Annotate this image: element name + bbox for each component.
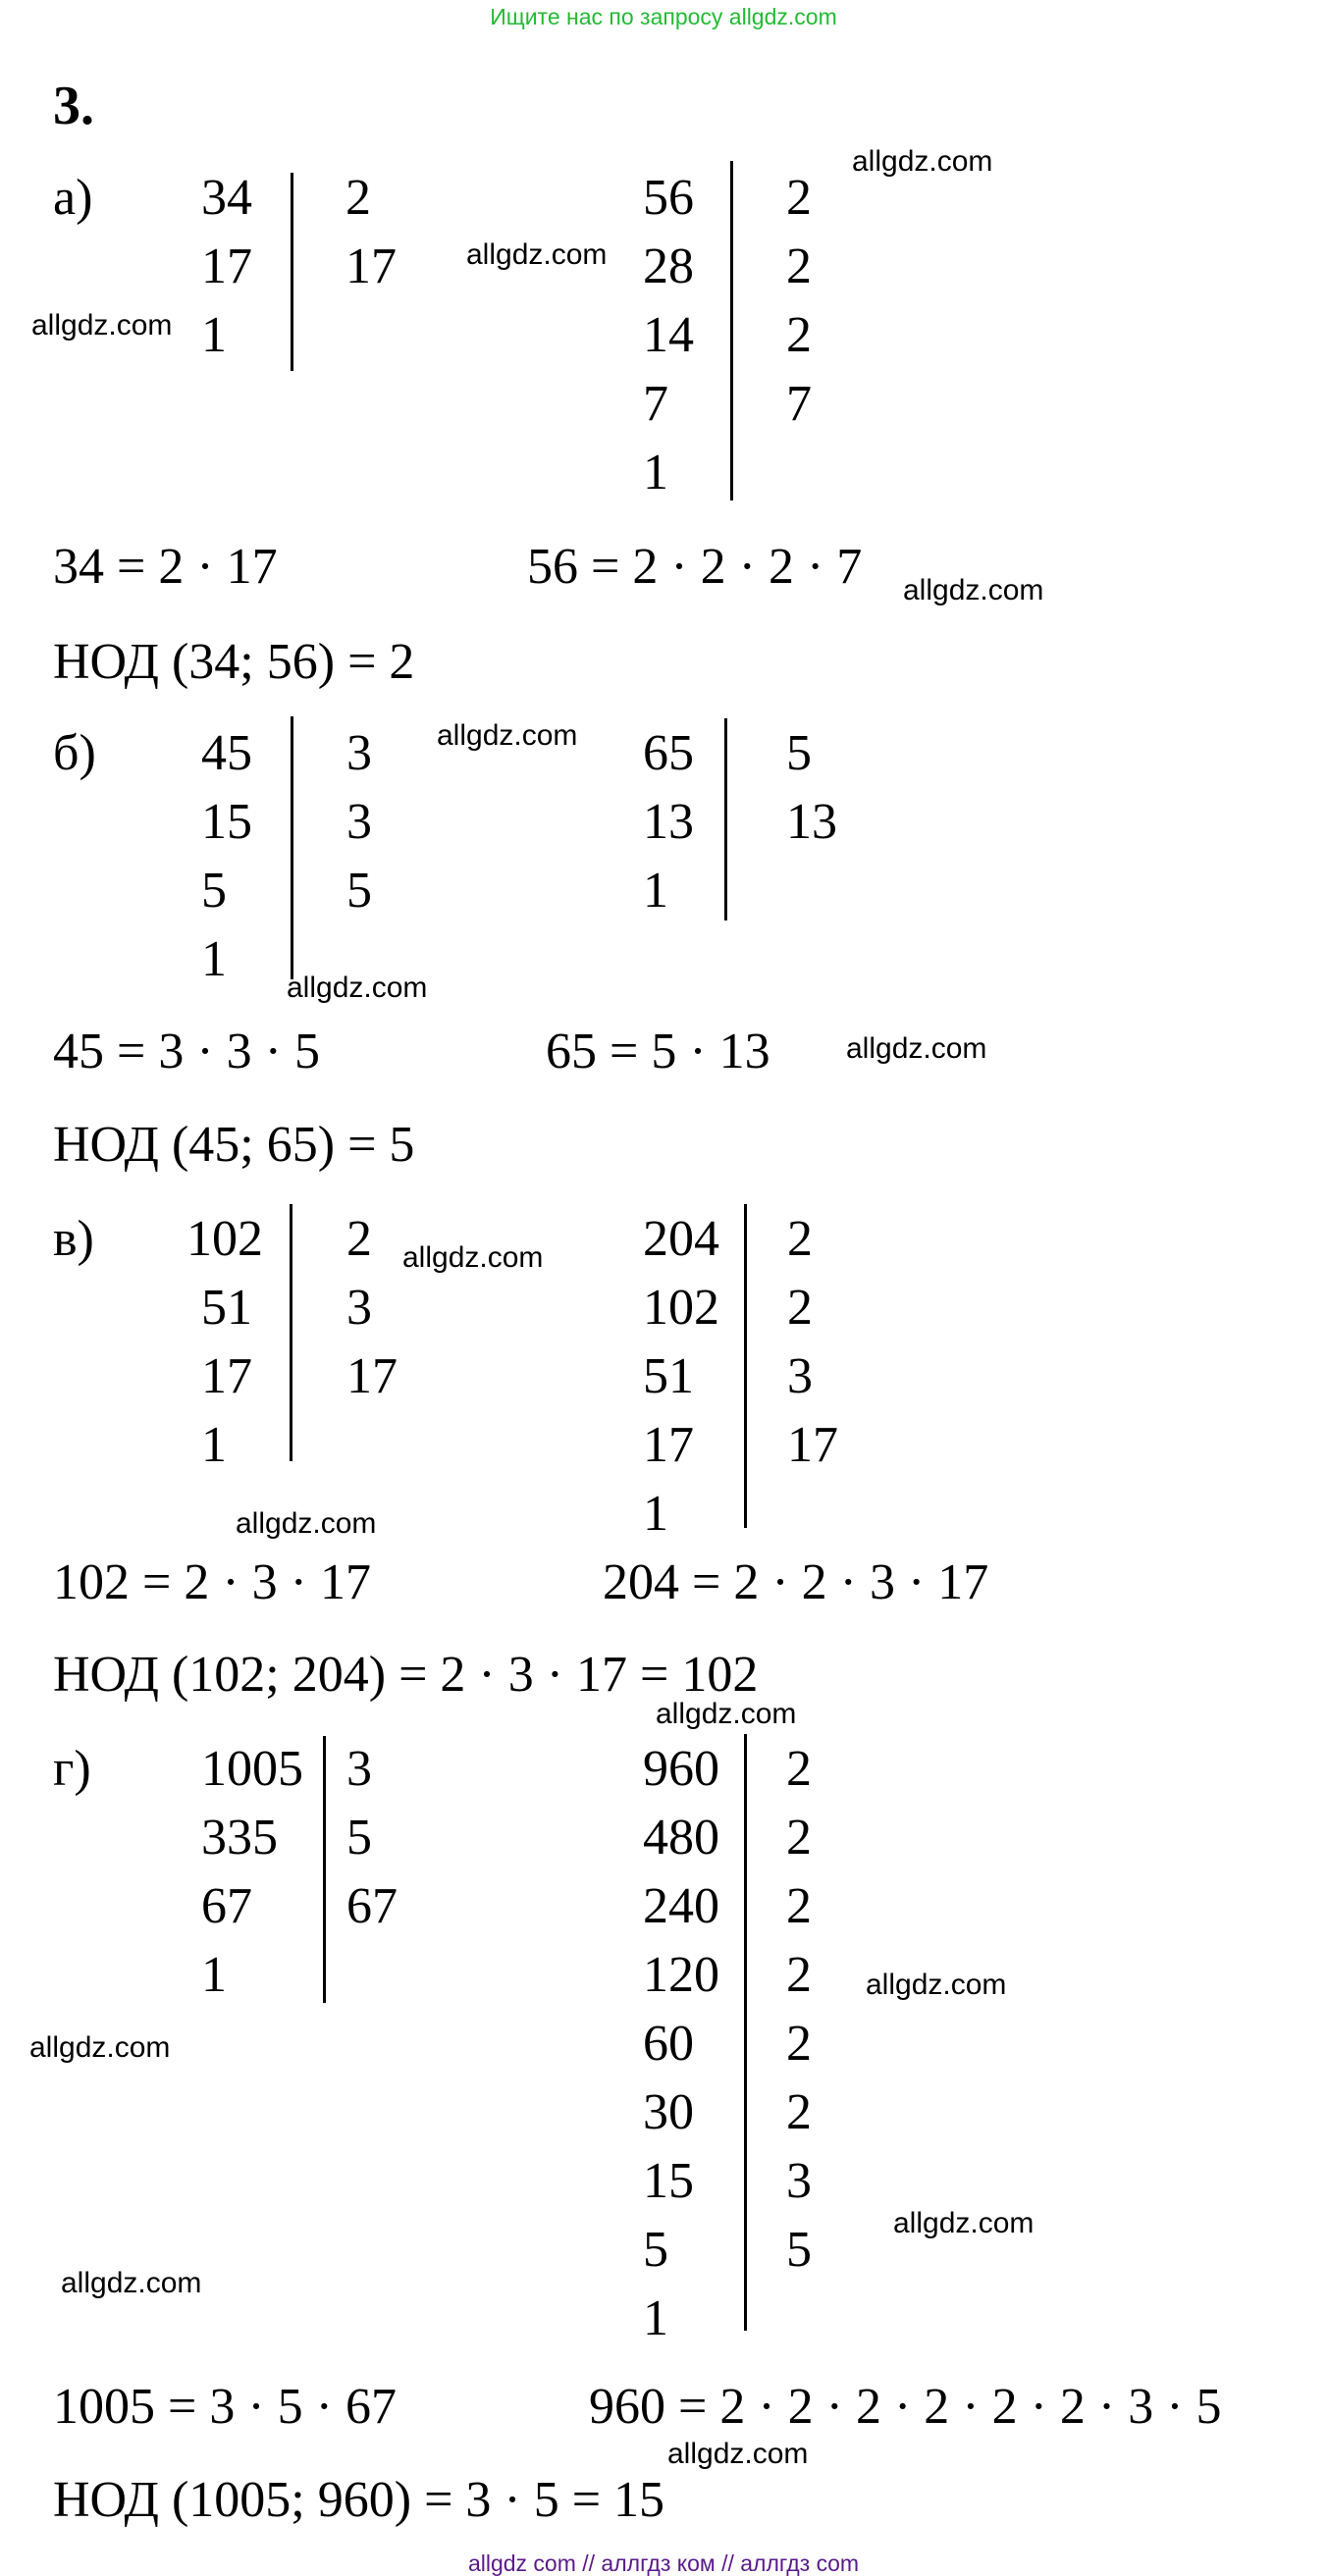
factorization-34: 34 = 2 · 17: [53, 539, 278, 595]
divider-line: [290, 1204, 292, 1461]
watermark: allgdz.com: [656, 1698, 797, 1730]
dividend-cell: 1: [643, 2290, 668, 2346]
watermark: allgdz.com: [893, 2207, 1035, 2239]
dividend-cell: 7: [643, 376, 668, 432]
dividend-cell: 17: [643, 1417, 694, 1473]
factor-cell: 2: [787, 1211, 813, 1267]
dividend-cell: 13: [643, 794, 694, 850]
dividend-cell: 5: [643, 2222, 668, 2278]
factor-cell: 2: [786, 2084, 812, 2140]
dividend-cell: 65: [643, 725, 694, 781]
dividend-cell: 120: [643, 1947, 719, 2003]
dividend-cell: 204: [643, 1211, 719, 1267]
part-label-b: б): [53, 725, 96, 781]
dividend-cell: 15: [201, 794, 252, 850]
watermark: allgdz.com: [866, 1969, 1007, 2001]
dividend-cell: 17: [201, 238, 252, 294]
factor-cell: 2: [787, 1280, 813, 1336]
dividend-cell: 1: [643, 1486, 668, 1542]
factor-cell: 2: [786, 170, 812, 226]
watermark: allgdz.com: [287, 972, 428, 1004]
dividend-cell: 240: [643, 1878, 719, 1934]
factorization-960: 960 = 2 · 2 · 2 · 2 · 2 · 2 · 3 · 5: [589, 2379, 1222, 2435]
factorization-204: 204 = 2 · 2 · 3 · 17: [603, 1554, 989, 1610]
watermark: allgdz.com: [903, 574, 1044, 606]
watermark: allgdz.com: [236, 1507, 377, 1540]
dividend-cell: 102: [186, 1211, 263, 1267]
factor-cell: 2: [786, 307, 812, 363]
factor-cell: 2: [786, 238, 812, 294]
factor-cell: 17: [787, 1417, 838, 1473]
watermark: allgdz.com: [61, 2267, 202, 2299]
watermark: allgdz.com: [437, 719, 578, 752]
factor-cell: 5: [346, 1810, 372, 1866]
factor-cell: 2: [345, 170, 371, 226]
dividend-cell: 34: [201, 170, 252, 226]
watermark: allgdz.com: [846, 1032, 987, 1065]
part-label-a: а): [53, 170, 93, 226]
divider-line: [744, 1734, 747, 2331]
dividend-cell: 60: [643, 2016, 694, 2072]
footer: allgdz com // аллгдз ком // аллгдз com: [467, 2550, 860, 2576]
dividend-cell: 1: [643, 445, 668, 500]
divider-line: [724, 718, 727, 920]
factorization-102: 102 = 2 · 3 · 17: [53, 1554, 371, 1610]
dividend-cell: 480: [643, 1810, 719, 1866]
part-label-d: г): [53, 1741, 91, 1797]
gcd-result-a: НОД (34; 56) = 2: [53, 634, 415, 690]
dividend-cell: 1: [201, 1947, 227, 2003]
divider-line: [730, 161, 733, 500]
factor-cell: 2: [346, 1211, 372, 1267]
factor-cell: 7: [786, 376, 812, 432]
dividend-cell: 56: [643, 170, 694, 226]
factor-cell: 3: [787, 1348, 813, 1404]
dividend-cell: 17: [201, 1348, 252, 1404]
watermark: allgdz.com: [852, 145, 993, 178]
divider-line: [323, 1736, 326, 2003]
task-number: 3.: [53, 76, 94, 136]
part-label-c: в): [53, 1211, 94, 1267]
factor-cell: 2: [786, 1810, 812, 1866]
watermark: allgdz.com: [31, 309, 173, 342]
factor-cell: 5: [786, 725, 812, 781]
factor-cell: 2: [786, 1741, 812, 1797]
factor-cell: 3: [346, 1280, 372, 1336]
factor-cell: 3: [346, 794, 372, 850]
dividend-cell: 1: [201, 307, 227, 363]
watermark: allgdz.com: [466, 238, 608, 271]
factor-cell: 3: [786, 2153, 812, 2209]
dividend-cell: 335: [201, 1810, 278, 1866]
factor-cell: 13: [786, 794, 837, 850]
dividend-cell: 5: [201, 863, 227, 919]
divider-line: [291, 716, 293, 979]
factor-cell: 17: [346, 1348, 398, 1404]
top-banner: Ищите нас по запросу allgdz.com: [490, 4, 837, 29]
dividend-cell: 14: [643, 307, 694, 363]
divider-line: [291, 173, 293, 371]
factorization-56: 56 = 2 · 2 · 2 · 7: [527, 539, 863, 595]
divider-line: [744, 1204, 747, 1528]
dividend-cell: 1: [643, 863, 668, 919]
gcd-result-c: НОД (102; 204) = 2 · 3 · 17 = 102: [53, 1647, 759, 1703]
gcd-result-b: НОД (45; 65) = 5: [53, 1117, 415, 1173]
dividend-cell: 1005: [201, 1741, 303, 1797]
watermark: allgdz.com: [402, 1241, 544, 1274]
dividend-cell: 28: [643, 238, 694, 294]
dividend-cell: 1: [201, 931, 227, 987]
factor-cell: 3: [346, 1741, 372, 1797]
factor-cell: 5: [786, 2222, 812, 2278]
factorization-45: 45 = 3 · 3 · 5: [53, 1024, 320, 1079]
factor-cell: 67: [346, 1878, 398, 1934]
dividend-cell: 51: [201, 1280, 252, 1336]
factor-cell: 2: [786, 1878, 812, 1934]
factor-cell: 2: [786, 1947, 812, 2003]
dividend-cell: 67: [201, 1878, 252, 1934]
factorization-1005: 1005 = 3 · 5 · 67: [53, 2379, 397, 2435]
factor-cell: 3: [346, 725, 372, 781]
dividend-cell: 102: [643, 1280, 719, 1336]
dividend-cell: 1: [201, 1417, 227, 1473]
dividend-cell: 45: [201, 725, 252, 781]
dividend-cell: 15: [643, 2153, 694, 2209]
factor-cell: 17: [345, 238, 397, 294]
dividend-cell: 51: [643, 1348, 694, 1404]
factor-cell: 2: [786, 2016, 812, 2072]
watermark: allgdz.com: [667, 2438, 809, 2470]
dividend-cell: 960: [643, 1741, 719, 1797]
watermark: allgdz.com: [29, 2031, 171, 2064]
factorization-65: 65 = 5 · 13: [546, 1024, 770, 1079]
dividend-cell: 30: [643, 2084, 694, 2140]
gcd-result-d: НОД (1005; 960) = 3 · 5 = 15: [53, 2472, 665, 2528]
factor-cell: 5: [346, 863, 372, 919]
